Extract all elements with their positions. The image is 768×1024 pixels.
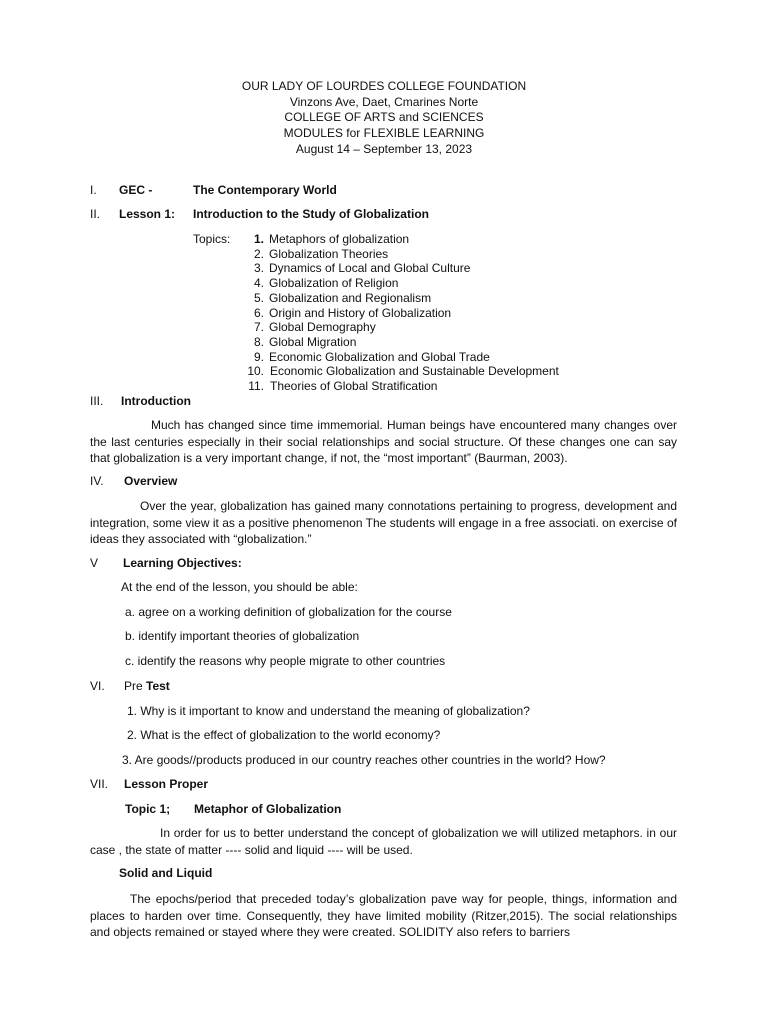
topic-item: Global Migration: [269, 334, 357, 349]
topic-number: 5.: [253, 290, 264, 305]
section-1-label: GEC -: [119, 183, 153, 197]
topic-number: 9.: [253, 349, 264, 364]
topic-number: 10.: [247, 364, 264, 379]
topic-number: 3.: [253, 261, 264, 276]
module-date-range: August 14 – September 13, 2023: [295, 142, 473, 156]
topic-number: 4.: [253, 276, 264, 291]
college-department: COLLEGE OF ARTS and SCIENCES: [284, 110, 484, 124]
module-title: MODULES for FLEXIBLE LEARNING: [283, 126, 485, 140]
objectives-intro: At the end of the lesson, you should be able:: [121, 580, 358, 594]
topic-label: Topic 1;: [125, 802, 171, 816]
course-title: The Contemporary World: [193, 183, 337, 197]
lesson-title: Introduction to the Study of Globalization: [193, 207, 429, 221]
section-2-label: Lesson 1:: [119, 207, 176, 221]
section-3-number: III.: [90, 394, 104, 408]
topic-number: 7.: [253, 320, 264, 335]
section-5-number: V: [90, 556, 99, 570]
topic-number: 11.: [248, 379, 264, 393]
lesson-paragraph-2: The epochs/period that preceded today’s globalization pave way for people, things, information and places to harden over time. Consequently, they have limited mobility (Ritzer,2015). The social relationships and objects remained or stayed where they were created. SOLIDITY also refers to barriers: [90, 892, 677, 939]
section-4-title: Overview: [124, 474, 178, 488]
topic-item: Theories of Global Stratification: [270, 379, 438, 393]
pretest-question: 1. Why is it important to know and understand the meaning of globalization?: [127, 704, 530, 718]
section-6-title-pre: Pre: [124, 679, 143, 693]
topic-item: Origin and History of Globalization: [269, 305, 452, 320]
overview-paragraph: Over the year, globalization has gained many connotations pertaining to progress, development and integration, some view it as a positive phenomenon The students will engage in a free associati. on exercise of ideas they associated with “globalization.”: [90, 499, 677, 546]
introduction-paragraph: Much has changed since time immemorial. Human beings have encountered many changes over the last centuries especially in their social relationships and social structure. Of these changes one can say that globalization is a very important change, if not, the “most important” (Baurman, 2003).: [90, 418, 677, 465]
objective-item: c. identify the reasons why people migrate to other countries: [125, 654, 446, 668]
college-address: Vinzons Ave, Daet, Cmarines Norte: [289, 95, 479, 109]
topic-title: Metaphor of Globalization: [194, 802, 342, 816]
topic-item: Global Demography: [269, 320, 376, 335]
section-1-number: I.: [90, 183, 97, 197]
section-7-title: Lesson Proper: [124, 777, 209, 791]
topics-label: Topics:: [193, 232, 231, 246]
section-4-number: IV.: [90, 474, 104, 488]
section-5-title: Learning Objectives:: [123, 556, 242, 570]
topic-number: 1.: [253, 232, 264, 246]
pretest-question: 2. What is the effect of globalization to the world economy?: [127, 728, 441, 742]
topic-item: Globalization of Religion: [269, 276, 399, 291]
topic-number: 8.: [253, 334, 264, 349]
topic-item: Economic Globalization and Sustainable Development: [270, 364, 559, 379]
section-6-title-test: Test: [146, 679, 170, 693]
topic-item: Globalization and Regionalism: [269, 290, 432, 305]
topic-item: Globalization Theories: [269, 246, 389, 261]
college-name: OUR LADY OF LOURDES COLLEGE FOUNDATION: [241, 79, 527, 93]
topic-number: 2.: [253, 246, 264, 261]
topic-item: Metaphors of globalization: [269, 232, 410, 246]
topic-item: Dynamics of Local and Global Culture: [269, 261, 471, 276]
objective-item: b. identify important theories of globalization: [125, 629, 360, 643]
pretest-question: 3. Are goods//products produced in our country reaches other countries in the world? How?: [122, 753, 606, 767]
subheading-solid-liquid: Solid and Liquid: [119, 866, 213, 880]
section-2-number: II.: [90, 207, 101, 221]
lesson-paragraph-1: In order for us to better understand the concept of globalization we will utilized metaphors. in our case , the state of matter ---- solid and liquid ---- will be used.: [90, 826, 677, 857]
topic-item: Economic Globalization and Global Trade: [269, 349, 490, 364]
section-6-number: VI.: [90, 679, 105, 693]
section-7-number: VII.: [90, 777, 109, 791]
section-3-title: Introduction: [121, 394, 191, 408]
objective-item: a. agree on a working definition of globalization for the course: [125, 605, 452, 619]
topic-number: 6.: [253, 305, 264, 320]
